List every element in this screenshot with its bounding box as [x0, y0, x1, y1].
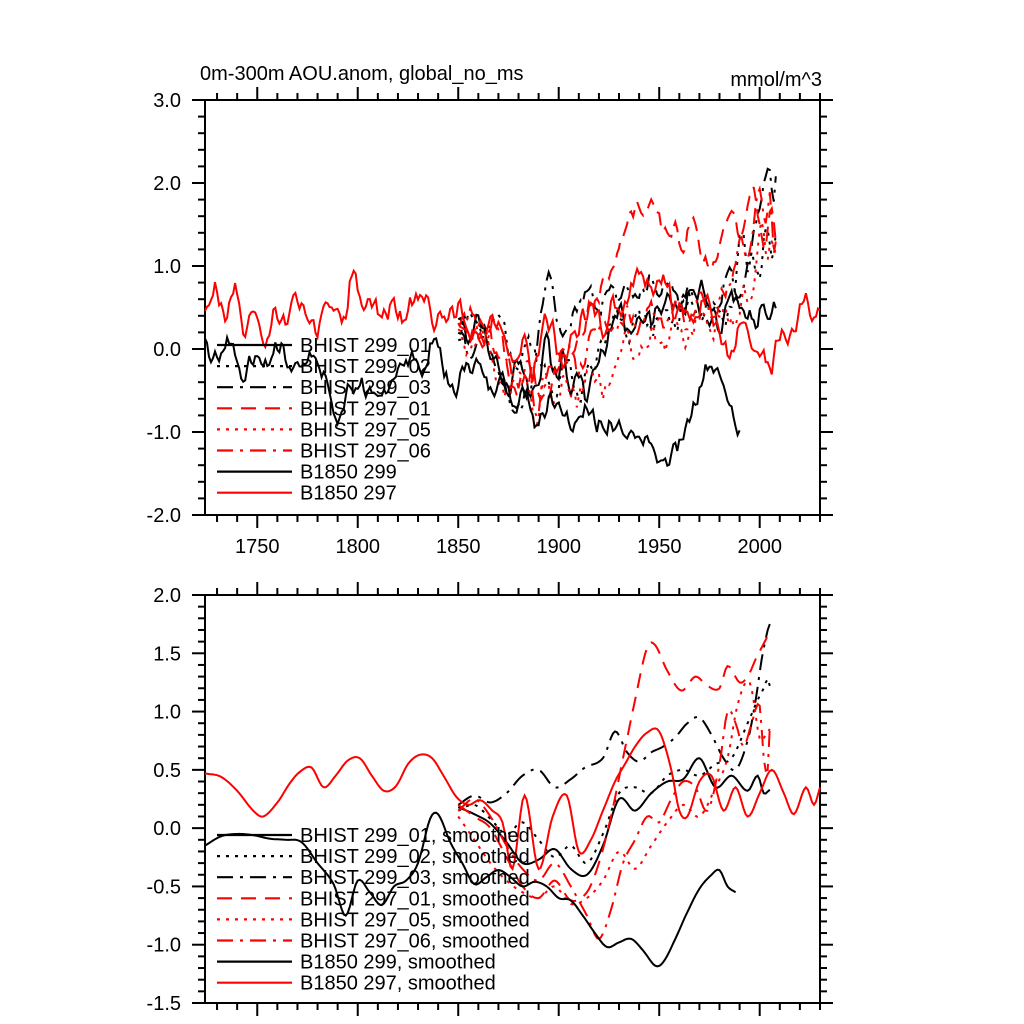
- x-tick-label: 1950: [636, 536, 682, 558]
- y-tick-label: 0.0: [153, 818, 181, 841]
- legend-label: BHIST 297_01, smoothed: [300, 888, 530, 911]
- plot-title: 0m-300m AOU.anom, global_no_ms: [200, 63, 524, 85]
- y-tick-label: -2.0: [146, 505, 181, 527]
- legend-label: BHIST 297_01: [300, 398, 431, 421]
- x-tick-label: 1850: [435, 536, 481, 558]
- legend-label: B1850 297, smoothed: [300, 972, 496, 995]
- legend-label: BHIST 299_01: [300, 335, 431, 357]
- y-tick-label: 0.5: [153, 759, 181, 782]
- y-tick-label: 3.0: [153, 90, 181, 112]
- legend-label: B1850 299: [300, 461, 397, 484]
- units-label: mmol/m^3: [730, 69, 822, 91]
- y-tick-label: 1.0: [153, 701, 181, 724]
- y-tick-label: 2.0: [153, 173, 181, 195]
- legend-label: BHIST 297_05: [300, 419, 431, 442]
- y-tick-label: 1.5: [153, 643, 181, 666]
- y-tick-label: -1.0: [146, 422, 181, 444]
- legend-label: BHIST 299_02, smoothed: [300, 846, 530, 869]
- x-tick-label: 1900: [536, 536, 581, 558]
- x-tick-label: 1800: [335, 536, 380, 558]
- legend-label: BHIST 297_06, smoothed: [300, 930, 530, 953]
- legend-label: B1850 297: [300, 482, 397, 505]
- x-tick-label: 2000: [737, 536, 782, 558]
- legend-label: BHIST 297_06: [300, 440, 431, 463]
- y-tick-label: 2.0: [153, 585, 181, 607]
- y-tick-label: -0.5: [146, 876, 181, 899]
- legend-label: BHIST 299_02: [300, 356, 431, 379]
- legend-label: BHIST 299_03, smoothed: [300, 867, 530, 890]
- legend-label: BHIST 299_03: [300, 377, 431, 400]
- x-tick-label: 1750: [235, 536, 280, 558]
- y-tick-label: 1.0: [153, 256, 181, 278]
- y-tick-label: -1.5: [146, 993, 181, 1015]
- y-tick-label: -1.0: [146, 934, 181, 957]
- legend-label: BHIST 299_01, smoothed: [300, 825, 530, 847]
- legend-label: BHIST 297_05, smoothed: [300, 909, 530, 932]
- y-tick-label: 0.0: [153, 339, 181, 361]
- legend-label: B1850 299, smoothed: [300, 951, 496, 974]
